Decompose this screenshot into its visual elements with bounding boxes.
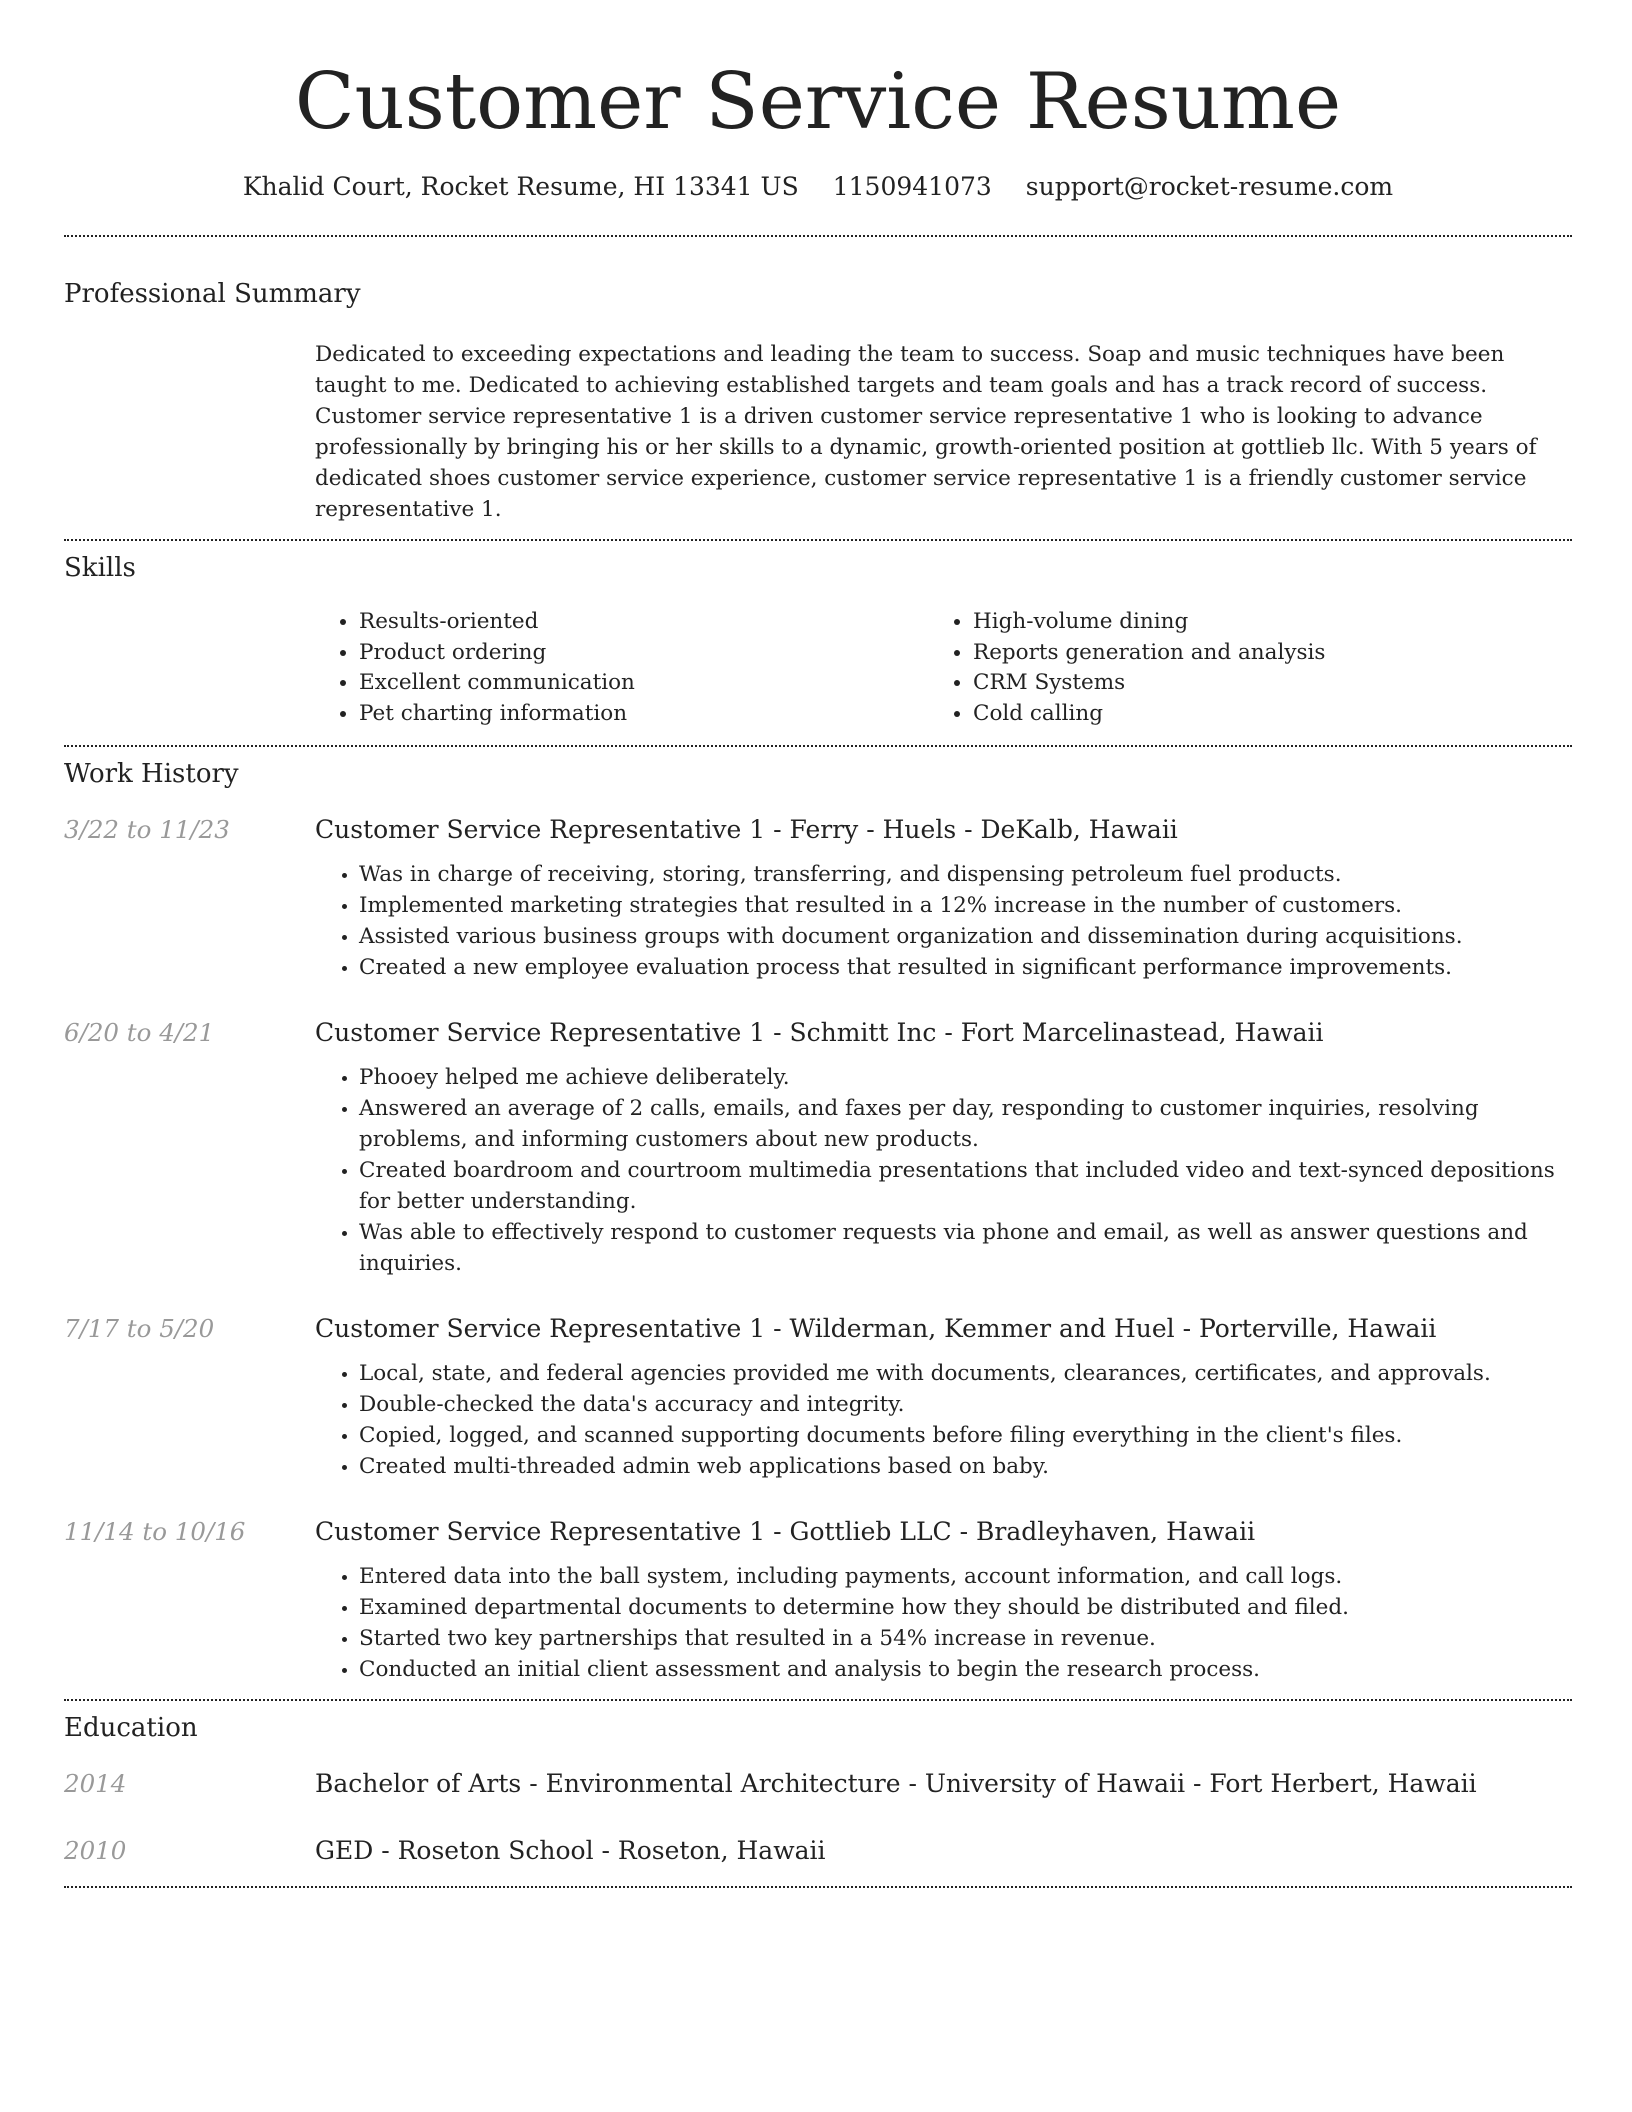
job-date: 7/17 to 5/20 bbox=[64, 1314, 215, 1343]
job-title: Customer Service Representative 1 - Ferry - Huels - DeKalb, Hawaii bbox=[315, 815, 1178, 844]
skill-item: • Product ordering bbox=[359, 638, 929, 669]
education-date: 2010 bbox=[64, 1836, 127, 1865]
contact-phone: 1150941073 bbox=[832, 172, 992, 201]
job-date: 3/22 to 11/23 bbox=[64, 815, 230, 844]
skills-columns bbox=[315, 607, 1572, 729]
job-date: 11/14 to 10/16 bbox=[64, 1517, 246, 1546]
divider bbox=[64, 1699, 1572, 1701]
contact-address: Khalid Court, Rocket Resume, HI 13341 US bbox=[242, 172, 799, 201]
job-bullet: • Implemented marketing strategies that resulted in a 12% increase in the number of customers. bbox=[359, 890, 1572, 921]
skill-item: • Pet charting information bbox=[359, 699, 929, 730]
job-title: Customer Service Representative 1 - Wilderman, Kemmer and Huel - Porterville, Hawaii bbox=[315, 1314, 1437, 1343]
education-body bbox=[315, 1767, 1572, 1801]
job-bullet: • Examined departmental documents to determine how they should be distributed and filed. bbox=[359, 1592, 1572, 1623]
summary-text: Dedicated to exceeding expectations and leading the team to success. Soap and music techniques have been taught to me. Dedicated to achieving established targets and team goals and has a track record of success. Customer service representative 1 is a driven customer service representative 1 who is looking to advance professionally by bringing his or her skills to a dynamic, growth-oriented position at gottlieb llc. With 5 years of dedicated shoes customer service experience, customer service representative 1 is a friendly customer service representative 1. bbox=[315, 342, 1537, 522]
skill-item: • Reports generation and analysis bbox=[973, 638, 1543, 669]
job-bullet: • Copied, logged, and scanned supporting documents before filing everything in the client's files. bbox=[359, 1420, 1572, 1451]
education-body bbox=[315, 1834, 1572, 1868]
job-bullet: • Created boardroom and courtroom multimedia presentations that included video and text-synced depositions for better understanding. bbox=[359, 1155, 1572, 1217]
job-bullet: • Started two key partnerships that resulted in a 54% increase in revenue. bbox=[359, 1623, 1572, 1654]
education-title: Bachelor of Arts - Environmental Architecture - University of Hawaii - Fort Herbert, Hawaii bbox=[315, 1769, 1477, 1798]
divider bbox=[64, 1886, 1572, 1888]
job-body bbox=[315, 1515, 1572, 1685]
resume-title: Customer Service Resume bbox=[294, 57, 1342, 147]
job-entry bbox=[64, 1515, 1572, 1685]
section-title-work: Work History bbox=[64, 759, 239, 789]
education-date: 2014 bbox=[64, 1769, 127, 1798]
skill-item: • High-volume dining bbox=[973, 607, 1543, 638]
job-date: 6/20 to 4/21 bbox=[64, 1018, 215, 1047]
job-body bbox=[315, 1016, 1572, 1279]
skill-item: • Excellent communication bbox=[359, 668, 929, 699]
contact-email[interactable]: support@rocket-resume.com bbox=[1025, 172, 1394, 201]
skill-item: • Results-oriented bbox=[359, 607, 929, 638]
job-bullets bbox=[315, 859, 1572, 983]
job-body bbox=[315, 813, 1572, 983]
education-entry bbox=[64, 1767, 1572, 1801]
job-bullet: • Local, state, and federal agencies provided me with documents, clearances, certificates, and approvals. bbox=[359, 1358, 1572, 1389]
divider bbox=[64, 539, 1572, 541]
job-bullet: • Assisted various business groups with document organization and dissemination during acquisitions. bbox=[359, 921, 1572, 952]
section-title-summary: Professional Summary bbox=[64, 279, 361, 309]
work-history-section bbox=[64, 759, 1572, 1685]
job-entry bbox=[64, 1312, 1572, 1482]
job-bullet: • Double-checked the data's accuracy and integrity. bbox=[359, 1389, 1572, 1420]
divider bbox=[64, 745, 1572, 747]
job-bullet: • Created multi-threaded admin web applications based on baby. bbox=[359, 1451, 1572, 1482]
job-bullet: • Conducted an initial client assessment and analysis to begin the research process. bbox=[359, 1654, 1572, 1685]
job-bullet: • Phooey helped me achieve deliberately. bbox=[359, 1062, 1572, 1093]
job-title: Customer Service Representative 1 - Gottlieb LLC - Bradleyhaven, Hawaii bbox=[315, 1517, 1256, 1546]
education-entry bbox=[64, 1834, 1572, 1868]
skill-item: • CRM Systems bbox=[973, 668, 1543, 699]
job-entry bbox=[64, 1016, 1572, 1279]
divider bbox=[64, 235, 1572, 237]
summary-section bbox=[64, 279, 1572, 525]
job-bullet: • Entered data into the ball system, including payments, account information, and call logs. bbox=[359, 1561, 1572, 1592]
resume-page bbox=[64, 0, 1572, 1888]
education-section bbox=[64, 1713, 1572, 1868]
job-bullet: • Answered an average of 2 calls, emails, and faxes per day, responding to customer inquiries, resolving problems, and informing customers about new products. bbox=[359, 1093, 1572, 1155]
job-bullet: • Created a new employee evaluation process that resulted in significant performance improvements. bbox=[359, 952, 1572, 983]
job-entry bbox=[64, 813, 1572, 983]
section-title-skills: Skills bbox=[64, 553, 136, 583]
skills-list-right bbox=[929, 607, 1543, 729]
contact-line bbox=[64, 172, 1572, 201]
skills-section bbox=[64, 553, 1572, 729]
job-bullets bbox=[315, 1358, 1572, 1482]
section-title-education: Education bbox=[64, 1713, 198, 1743]
job-title: Customer Service Representative 1 - Schmitt Inc - Fort Marcelinastead, Hawaii bbox=[315, 1018, 1324, 1047]
job-body bbox=[315, 1312, 1572, 1482]
skill-item: • Cold calling bbox=[973, 699, 1543, 730]
job-bullets bbox=[315, 1561, 1572, 1685]
skills-list-left bbox=[315, 607, 929, 729]
job-bullets bbox=[315, 1062, 1572, 1279]
job-bullet: • Was able to effectively respond to customer requests via phone and email, as well as answer questions and inquiries. bbox=[359, 1217, 1572, 1279]
job-bullet: • Was in charge of receiving, storing, transferring, and dispensing petroleum fuel products. bbox=[359, 859, 1572, 890]
education-title: GED - Roseton School - Roseton, Hawaii bbox=[315, 1836, 826, 1865]
